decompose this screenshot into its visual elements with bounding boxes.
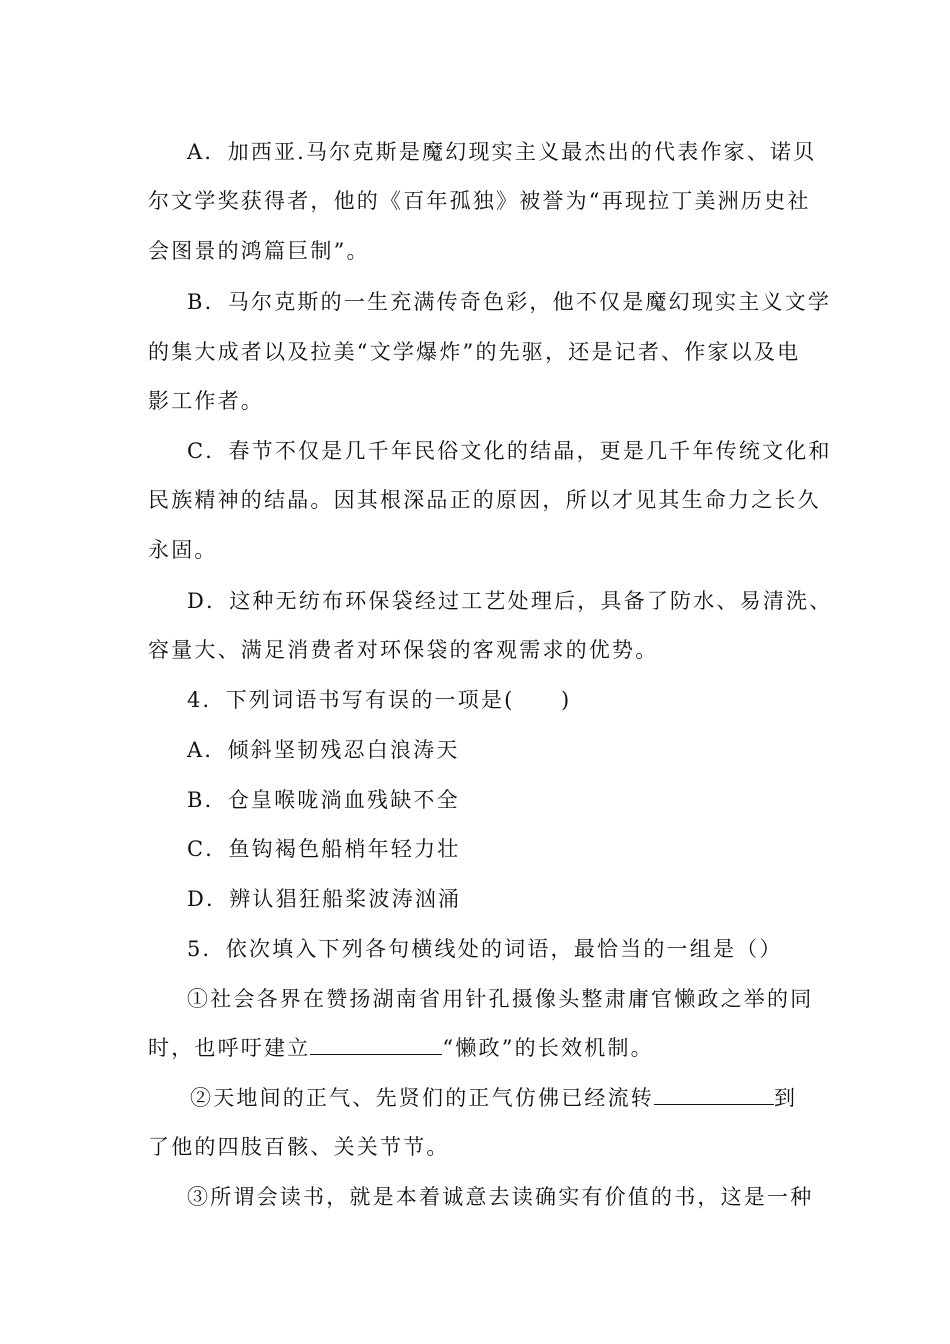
q3-option-d-line-1: D．这种无纺布环保袋经过工艺处理后，具备了防水、易清洗、 (187, 589, 833, 613)
q4-option-c: C．鱼钩褐色船梢年轻力壮 (187, 837, 461, 861)
q4-option-b: B．仓皇喉咙淌血残缺不全 (187, 788, 460, 812)
q4-option-d: D．辨认猖狂船桨波涛汹涌 (187, 887, 462, 911)
q5-sentence-2-line-1 (190, 1083, 850, 1113)
q5-sentence-2-text-before: ②天地间的正气、先贤们的正气仿佛已经流转 (190, 1086, 654, 1110)
q3-option-d-line-2: 容量大、满足消费者对环保袋的客观需求的优势。 (148, 638, 659, 662)
q3-option-c-line-1: C．春节不仅是几千年民俗文化的结晶，更是几千年传统文化和 (187, 439, 832, 463)
q5-stem: 5．依次填入下列各句横线处的词语，最恰当的一组是（） (187, 937, 783, 961)
q3-option-a-line-2: 尔文学奖获得者，他的《百年孤独》被誉为“再现拉丁美洲历史社 (148, 189, 811, 213)
q3-option-b-line-1: B．马尔克斯的一生充满传奇色彩，他不仅是魔幻现实主义文学 (187, 290, 832, 314)
q5-blank-1 (310, 1034, 442, 1055)
q4-stem: 4．下列词语书写有误的一项是( ) (187, 688, 572, 712)
q5-blank-2 (654, 1084, 774, 1105)
q3-option-b-line-2: 的集大成者以及拉美“文学爆炸”的先驱，还是记者、作家以及电 (148, 340, 801, 364)
q3-option-c-line-3: 永固。 (148, 538, 218, 562)
q5-sentence-1-line-2 (148, 1033, 808, 1063)
q5-sentence-1-text-before: 时，也呼吁建立 (148, 1036, 311, 1060)
q5-sentence-1-text-after: “懒政”的长效机制。 (442, 1036, 654, 1060)
q3-option-a-line-1: A．加西亚.马尔克斯是魔幻现实主义最杰出的代表作家、诺贝 (187, 140, 817, 164)
q4-option-a: A．倾斜坚韧残忍白浪涛天 (187, 738, 460, 762)
q5-sentence-2-text-after: 到 (774, 1086, 798, 1110)
q3-option-a-line-3: 会图景的鸿篇巨制”。 (148, 239, 370, 263)
q3-option-b-line-3: 影工作者。 (148, 389, 264, 413)
q3-option-c-line-2: 民族精神的结晶。因其根深品正的原因，所以才见其生命力之长久 (148, 488, 821, 512)
q5-sentence-3-line-1: ③所谓会读书，就是本着诚意去读确实有价值的书，这是一种 (187, 1185, 814, 1209)
q5-sentence-2-line-2: 了他的四肢百骸、关关节节。 (148, 1135, 450, 1159)
q5-sentence-1-line-1: ①社会各界在赞扬湖南省用针孔摄像头整肃庸官懒政之举的同 (187, 987, 814, 1011)
